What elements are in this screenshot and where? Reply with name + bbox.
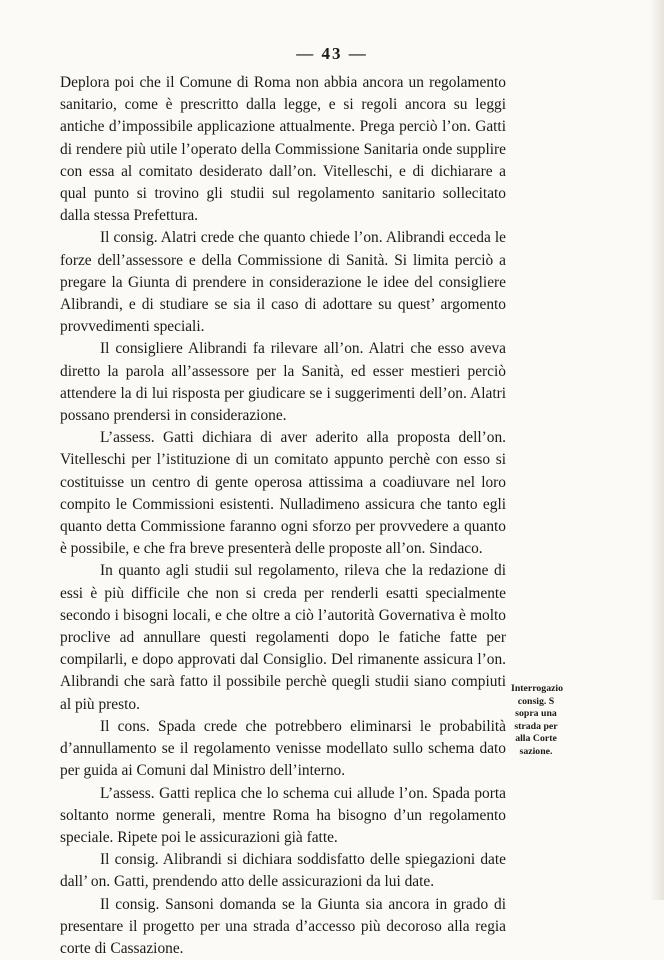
paragraph-7: L’assess. Gatti replica che lo schema cui allude l’on. Spada porta soltanto norme generali, mentre Roma ha bisogno d’un regolamento speciale. Ripete poi le assicurazioni già fatte. — [60, 784, 506, 846]
page-number: — 43 — — [296, 44, 368, 63]
paragraph-8: Il consig. Alibrandi si dichiara soddisfatto delle spiegazioni date dall’ on. Gatti, prendendo atto delle assicurazioni da lui date. — [60, 851, 506, 891]
paragraph-3: Il consigliere Alibrandi fa rilevare all’on. Alatri che esso aveva diretto la parola all’assessore per la Sanità, ed esser mestieri perciò attendere la di lui risposta per giudicare se i suggerimenti dell’on. Alatri possano prendersi in considerazione. — [60, 340, 506, 425]
paragraph-2: Il consig. Alatri crede che quanto chiede l’on. Alibrandi ecceda le forze dell’assessore e della Commissione di Sanità. Si limita perciò a pregare la Giunta di prendere in considerazione le idee del consigliere Alibrandi, e di studiare se sia il caso di adottare su quest’ argomento provvedimenti speciali. — [60, 229, 506, 336]
paragraph-6: Il cons. Spada crede che potrebbero eliminarsi le probabilità d’annullamento se il regolamento venisse modellato sullo schema dato per guida ai Comuni dal Ministro dell’interno. — [60, 717, 506, 780]
paragraph-5: In quanto agli studii sul regolamento, rileva che la redazione di essi è più difficile che non si creda per renderli esatti specialmente secondo i bisogni locali, e che oltre a ciò l’autorità Governativa è molto proclive ad annullare questi regolamenti dopo le fatiche fatte per compilarli, e dopo approvati dal Consiglio. Del rimanente assicura l’on. Alibrandi che sarà fatto il possibile perchè quegli studii siano compiuti al più presto. — [60, 562, 506, 713]
marginal-note: Interrogazio consig. S sopra una strada per alla Corte sazione. — [511, 683, 564, 757]
paragraph-9: Il consig. Sansoni domanda se la Giunta sia ancora in grado di presentare il progetto per una strada d’accesso più decoroso alla regia corte di Cassazione. — [60, 895, 506, 957]
body-text — [60, 72, 506, 960]
paragraph-1: Deplora poi che il Comune di Roma non abbia ancora un regolamento sanitario, come è prescritto dalla legge, e si regoli ancora su leggi antiche d’impossibile applicazione attualmente. Prega perciò l’on. Gatti di rendere più utile l’operato della Commissione Sanitaria onde supplire con essa al comitato desiderato dall’on. Vitelleschi, e di dichiarare a qual punto si trovino gli studii sul regolamento sanitario sollecitato dalla stessa Prefettura. — [60, 74, 506, 225]
page-edge-shadow — [650, 0, 664, 900]
paragraph-4: L’assess. Gatti dichiara di aver aderito alla proposta dell’on. Vitelleschi per l’istituzione di un comitato appunto perchè con esso si costituisse un centro di gente operosa attissima a coadiuvare nel loro compito le Commissioni esistenti. Nulladimeno assicura che tanto egli quanto detta Commissione faranno ogni sforzo per provvedere a quanto è possibile, e che fra breve presenterà delle proposte all’on. Sindaco. — [60, 429, 506, 558]
